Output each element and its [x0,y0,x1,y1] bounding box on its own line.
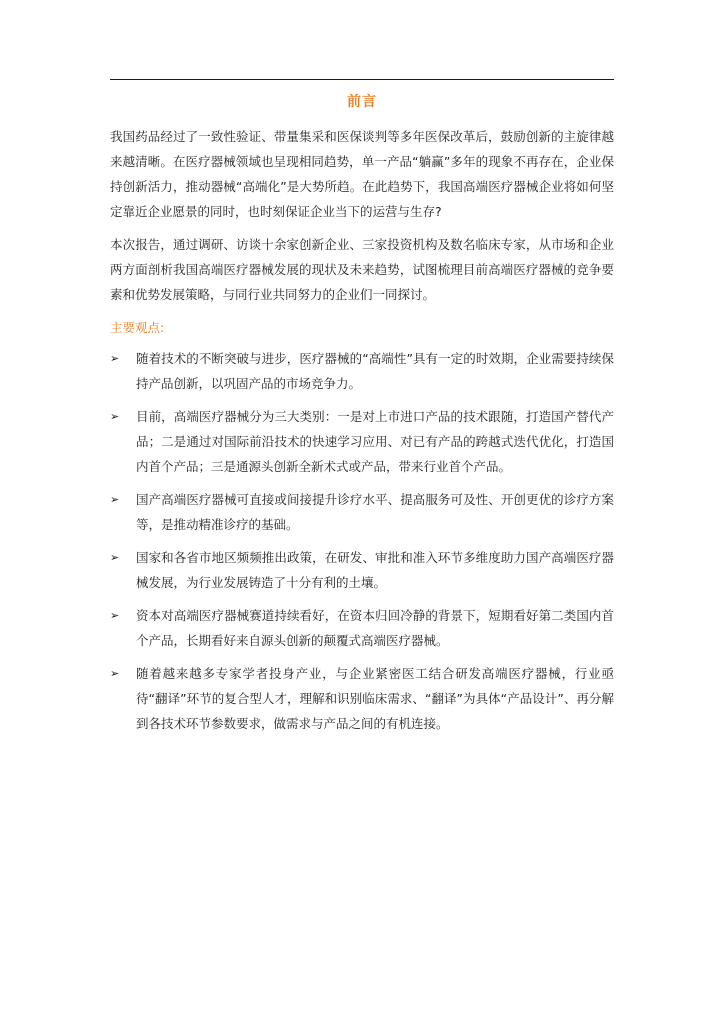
document-body [110,92,614,744]
report-paragraph: 本次报告，通过调研、访谈十余家创新企业、三家投资机构及数名临床专家，从市场和企业两方面剖析我国高端医疗器械发展的现状及未来趋势，试图梳理目前高端医疗器械的竞争要素和优势发展策略，与同行业共同努力的企业们一同探讨。 [110,237,614,302]
section-label: 主要观点: [110,320,165,335]
list-item-text: 资本对高端医疗器械赛道持续看好，在资本归回冷静的背景下，短期看好第二类国内首个产品，长期看好来自源头创新的颠覆式高端医疗器械。 [136,608,614,648]
header-rule [110,79,614,80]
list-item [110,603,614,653]
list-item-text: 目前，高端医疗器械分为三大类别：一是对上市进口产品的技术跟随，打造国产替代产品；二是通过对国际前沿技术的快速学习应用、对已有产品的跨越式迭代优化，打造国内首个产品；三是通源头创新全新术式或产品，带来行业首个产品。 [136,409,614,474]
list-item-text: 随着越来越多专家学者投身产业，与企业紧密医工结合研发高端医疗器械，行业亟待“翻译”环节的复合型人才，理解和识别临床需求、“翻译”为具体“产品设计”、再分解到各技术环节参数要求，做需求与产品之间的有机连接。 [136,666,614,731]
intro-paragraph: 我国药品经过了一致性验证、带量集采和医保谈判等多年医保改革后，鼓励创新的主旋律越来越清晰。在医疗器械领域也呈现相同趋势，单一产品“躺赢”多年的现象不再存在，企业保持创新活力，推动器械“高端化”是大势所趋。在此趋势下，我国高端医疗器械企业将如何坚定靠近企业愿景的同时，也时刻保证企业当下的运营与生存? [110,129,614,219]
arrow-bullet-icon: ➢ [110,609,120,622]
list-item-text: 随着技术的不断突破与进步，医疗器械的“高端性”具有一定的时效期，企业需要持续保持产品创新，以巩固产品的市场竞争力。 [136,351,614,391]
arrow-bullet-icon: ➢ [110,493,120,506]
page-title: 前言 [347,94,377,110]
list-item-text: 国产高端医疗器械可直接或间接提升诊疗水平、提高服务可及性、开创更优的诊疗方案等，是推动精准诊疗的基础。 [136,492,614,532]
list-item [110,404,614,479]
arrow-bullet-icon: ➢ [110,410,120,423]
arrow-bullet-icon: ➢ [110,551,120,564]
arrow-bullet-icon: ➢ [110,667,120,680]
list-item [110,545,614,595]
list-item-text: 国家和各省市地区频频推出政策，在研发、审批和准入环节多维度助力国产高端医疗器械发展，为行业发展铸造了十分有利的土壤。 [136,550,614,590]
list-item [110,661,614,736]
arrow-bullet-icon: ➢ [110,352,120,365]
list-item [110,487,614,537]
list-item [110,346,614,396]
